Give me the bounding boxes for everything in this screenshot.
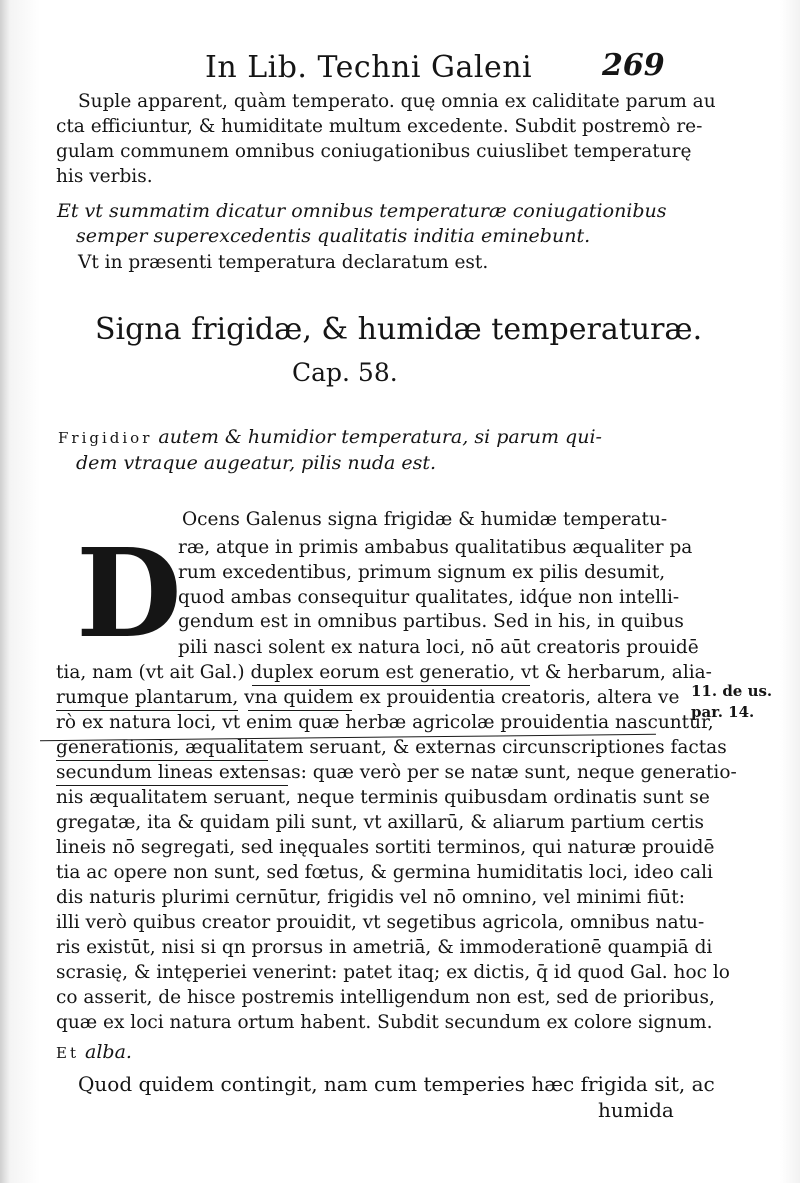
margin-note: par. 14. [691,703,755,721]
text-line: Vt in præsenti temperatura declaratum est. [78,252,489,273]
lemma-smallcaps: Frigidior [58,429,153,447]
margin-note: 11. de us. [691,682,773,700]
text-line: ris existūt, nisi si qn prorsus in ametriā, & immoderationē quampiā di [56,937,713,958]
text-line: lineis nō segregati, sed inęquales sortiti terminos, qui naturæ prouidē [56,837,715,858]
text-line: tia ac opere non sunt, sed fœtus, & germina humiditatis loci, ideo cali [56,862,713,883]
lemma-line [58,425,602,450]
text-line: cta efficiuntur, & humiditate multum excedente. Subdit postremò re- [56,116,703,137]
text-line: secundum lineas extensas: quæ verò per se natæ sunt, neque generatio- [56,762,737,783]
text-line: co asserit, de hisce postremis intelligendum non est, sed de prioribus, [56,987,715,1008]
lemma-line: dem vtraque augeatur, pilis nuda est. [76,452,437,474]
ink-underline [56,760,268,761]
text-line: gulam communem omnibus coniugationibus cuiuslibet temperaturę [56,141,692,162]
ink-underline [252,685,530,686]
ink-underline [56,785,288,786]
text-line: rò ex natura loci, vt enim quæ herbæ agricolæ prouidentia nascuntur, [56,712,714,733]
section-heading: Signa frigidæ, & humidæ temperaturæ. [95,312,703,347]
italic-line: Et vt summatim dicatur omnibus temperaturæ coniugationibus [57,200,667,222]
text-line: Ocens Galenus signa frigidæ & humidæ temperatu- [182,509,668,530]
text-line: rumque plantarum, vna quidem ex prouidentia creatoris, altera ve [56,687,680,708]
ink-underline [56,710,238,711]
lemma-text: autem & humidior temperatura, si parum qui- [152,426,602,448]
text-line: nis æqualitatem seruant, neque terminis quibusdam ordinatis sunt se [56,787,710,808]
text-line: his verbis. [56,166,153,187]
text-line: rum excedentibus, primum signum ex pilis desumit, [178,562,666,583]
text-line: quæ ex loci natura ortum habent. Subdit secundum ex colore signum. [56,1012,713,1033]
text-line: tia, nam (vt ait Gal.) duplex eorum est generatio, vt & herbarum, alia- [56,662,712,683]
italic-line: semper superexcedentis qualitatis inditia eminebunt. [76,225,591,247]
text-line: gendum est in omnibus partibus. Sed in his, in quibus [178,611,684,632]
page-number: 269 [602,48,665,83]
lemma-text: alba. [78,1041,132,1063]
drop-cap: D [76,521,182,665]
text-line: scrasię, & intęperiei venerint: patet itaq; ex dictis, q̄ id quod Gal. hoc lo [56,962,730,983]
text-line: Quod quidem contingit, nam cum temperies hæc frigida sit, ac [78,1072,715,1096]
running-header: In Lib. Techni Galeni [205,50,533,85]
text-line: gregatæ, ita & quidam pili sunt, vt axillarū, & aliarum partium certis [56,812,705,833]
text-line: dis naturis plurimi cernūtur, frigidis vel nō omnino, vel minimi fiūt: [56,887,685,908]
text-line: ræ, atque in primis ambabus qualitatibus æqualiter pa [178,537,693,558]
text-line: humida [598,1098,674,1122]
ink-underline [248,710,352,711]
text-line: illi verò quibus creator prouidit, vt segetibus agricola, omnibus natu- [56,912,705,933]
lemma-smallcaps: Et [56,1044,79,1062]
chapter-label: Cap. 58. [292,358,398,387]
text-line: Suple apparent, quàm temperato. quę omnia ex caliditate parum au [78,91,716,112]
text-line: pili nasci solent ex natura loci, nō aūt creatoris prouidē [178,637,699,658]
lemma-line [56,1040,132,1065]
text-line: quod ambas consequitur qualitates, idq́ue non intelli- [178,587,680,608]
text-line: generationis, æqualitatem seruant, & externas circunscriptiones factas [56,737,727,758]
